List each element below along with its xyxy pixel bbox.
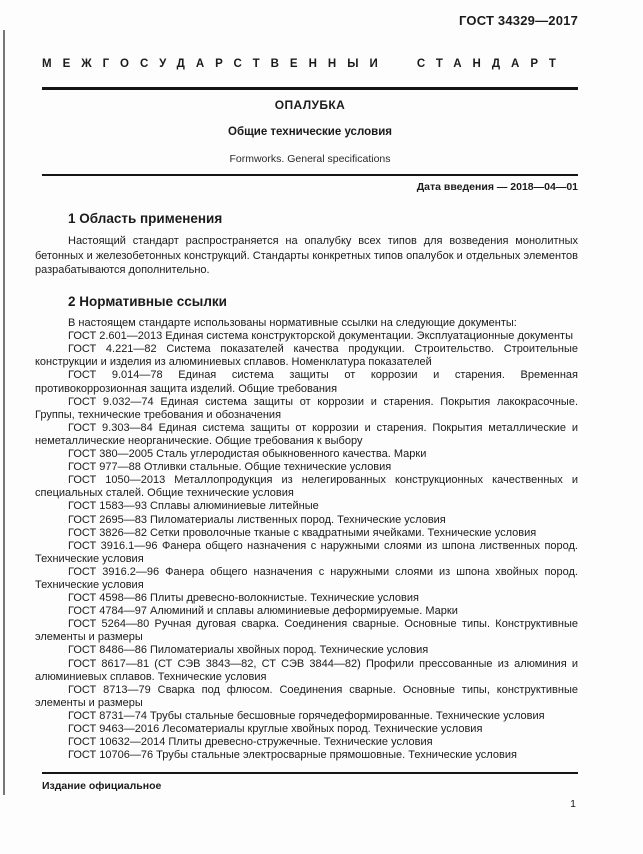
- official-edition-label: Издание официальное: [42, 780, 162, 792]
- reference-item: ГОСТ 2.601—2013 Единая система конструкторской документации. Эксплуатационные документы: [68, 330, 574, 343]
- reference-item: ГОСТ 9.014—78 Единая система защиты от коррозии и старения. Временная противокоррозионная защита изделий. Общие требования: [35, 369, 578, 395]
- reference-item: ГОСТ 10706—76 Трубы стальные электросварные прямошовные. Технические условия: [68, 749, 517, 762]
- section-1-heading: 1 Область применения: [68, 211, 223, 226]
- reference-item: ГОСТ 8731—74 Трубы стальные бесшовные горячедеформированные. Технические условия: [68, 709, 545, 722]
- doc-title-en: Formworks. General specifications: [229, 153, 391, 165]
- document-body: [35, 210, 578, 762]
- header-rule-top: [42, 87, 578, 90]
- section-1-paragraph: Настоящий стандарт распространяется на опалубку всех типов для возведения монолитных бетонных и железобетонных конструкций. Стандарты конкретных типов опалубок и отдельных элементов разрабатываются дополнительно.: [35, 235, 578, 277]
- doc-subtitle: Общие технические условия: [228, 126, 392, 138]
- effective-date: Дата введения — 2018—04—01: [416, 181, 578, 193]
- reference-item: ГОСТ 3826—82 Сетки проволочные тканые с квадратными ячейками. Технические условия: [68, 526, 537, 539]
- reference-item: ГОСТ 9463—2016 Лесоматериалы круглые хвойных пород. Технические условия: [68, 723, 483, 736]
- section-2-heading: 2 Нормативные ссылки: [68, 294, 227, 310]
- reference-item: ГОСТ 4598—86 Плиты древесно-волокнистые. Технические условия: [68, 592, 419, 605]
- reference-item: ГОСТ 3916.2—96 Фанера общего назначения с наружными слоями из шпона хвойных пород. Технические условия: [35, 565, 578, 591]
- footer-rule: [42, 772, 578, 774]
- reference-item: ГОСТ 2695—83 Пиломатериалы лиственных пород. Технические условия: [68, 513, 446, 526]
- page-edge-line: [3, 30, 5, 795]
- reference-item: ГОСТ 10632—2014 Плиты древесно-стружечные. Технические условия: [68, 736, 433, 749]
- reference-item: ГОСТ 8713—79 Сварка под флюсом. Соединения сварные. Основные типы, конструктивные элементы и размеры: [35, 683, 578, 709]
- reference-item: ГОСТ 9.303—84 Единая система защиты от коррозии и старения. Покрытия металлические и неметаллические неорганические. Общие требования к выбору: [35, 421, 578, 447]
- reference-item: ГОСТ 9.032—74 Единая система защиты от коррозии и старения. Покрытия лакокрасочные. Группы, технические требования и обозначения: [35, 395, 578, 421]
- reference-item: ГОСТ 8617—81 (СТ СЭВ 3843—82, СТ СЭВ 3844—82) Профили прессованные из алюминия и алюминиевых сплавов. Технические условия: [35, 657, 578, 683]
- reference-item: ГОСТ 4.221—82 Система показателей качества продукции. Строительство. Строительные конструкции и изделия из алюминиевых сплавов. Номенклатура показателей: [35, 343, 578, 369]
- reference-item: ГОСТ 1050—2013 Металлопродукция из нелегированных конструкционных качественных и специальных сталей. Общие технические условия: [35, 474, 578, 500]
- reference-item: ГОСТ 4784—97 Алюминий и сплавы алюминиевые деформируемые. Марки: [68, 605, 458, 618]
- header-rule-bottom: [42, 174, 578, 176]
- reference-item: ГОСТ 977—88 Отливки стальные. Общие технические условия: [68, 461, 392, 474]
- reference-item: ГОСТ 5264—80 Ручная дуговая сварка. Соединения сварные. Основные типы. Конструктивные элементы и размеры: [35, 618, 578, 644]
- doc-code: ГОСТ 34329—2017: [459, 13, 578, 28]
- reference-item: ГОСТ 380—2005 Сталь углеродистая обыкновенного качества. Марки: [68, 448, 427, 461]
- references-intro: В настоящем стандарте использованы нормативные ссылки на следующие документы:: [68, 317, 517, 330]
- reference-item: ГОСТ 1583—93 Сплавы алюминиевые литейные: [68, 500, 319, 513]
- reference-item: ГОСТ 3916.1—96 Фанера общего назначения с наружными слоями из шпона лиственных пород. Технические условия: [35, 539, 578, 565]
- page-number: 1: [570, 798, 576, 810]
- reference-item: ГОСТ 8486—86 Пиломатериалы хвойных пород. Технические условия: [68, 644, 429, 657]
- doc-title: ОПАЛУБКА: [274, 98, 346, 112]
- references-list: [35, 317, 578, 762]
- standard-type-label: МЕЖГОСУДАРСТВЕННЫЙ СТАНДАРТ: [42, 58, 567, 70]
